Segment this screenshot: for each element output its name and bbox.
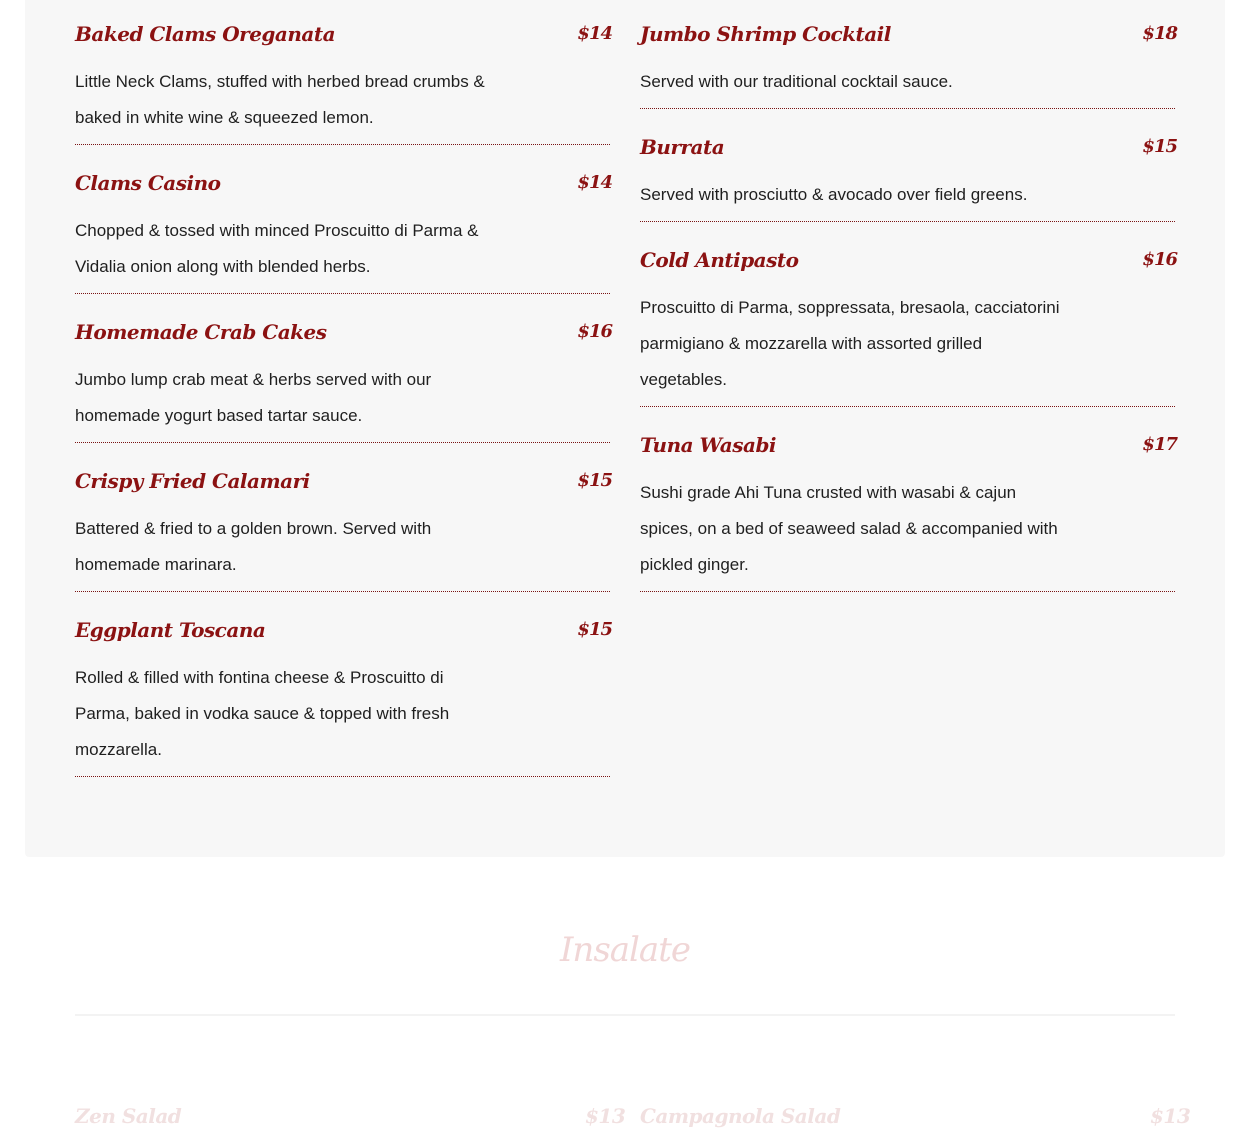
menu-item-price: $16 (577, 321, 612, 342)
menu-item (640, 407, 1175, 592)
menu-item-price: $15 (1142, 136, 1177, 157)
menu-item (640, 0, 1175, 109)
menu-item-name: Crispy Fried Calamari (75, 469, 310, 493)
menu-item (75, 592, 610, 777)
menu-item-description: Proscuitto di Parma, soppressata, bresaola, cacciatorini parmigiano & mozzarella with assorted grilled vegetables. (640, 298, 1060, 389)
section-divider (75, 1014, 1175, 1016)
menu-item-price: $17 (1142, 434, 1177, 455)
menu-item-name: Baked Clams Oreganata (75, 22, 336, 46)
menu-item-name: Tuna Wasabi (640, 433, 777, 457)
menu-item-price: $14 (577, 23, 612, 44)
menu-item-name: Jumbo Shrimp Cocktail (640, 22, 891, 46)
menu-column-right (640, 0, 1175, 592)
section-title-insalate: Insalate (560, 930, 690, 970)
menu-item-name: Clams Casino (75, 171, 221, 195)
menu-item-description: Battered & fried to a golden brown. Served with homemade marinara. (75, 519, 432, 574)
menu-item-name: Burrata (640, 135, 725, 159)
menu-item-header (75, 322, 610, 342)
menu-item-price: $13 (585, 1104, 626, 1128)
appetizer-menu-card (25, 0, 1225, 857)
menu-item-description: Jumbo lump crab meat & herbs served with our homemade yogurt based tartar sauce. (75, 370, 432, 425)
menu-item-header (640, 435, 1175, 455)
menu-item-header (75, 24, 610, 44)
menu-item-description: Served with prosciutto & avocado over field greens. (640, 185, 1028, 204)
menu-item-header (75, 620, 610, 640)
menu-item (75, 294, 610, 443)
menu-item-price: $13 (1150, 1104, 1191, 1128)
menu-item-name: Homemade Crab Cakes (75, 320, 327, 344)
menu-item-header (75, 173, 610, 193)
menu-item-description: Sushi grade Ahi Tuna crusted with wasabi & cajun spices, on a bed of seaweed salad & accompanied with pickled ginger. (640, 483, 1058, 574)
menu-item-header (75, 471, 610, 491)
menu-item (75, 443, 610, 592)
menu-item-description: Rolled & filled with fontina cheese & Proscuitto di Parma, baked in vodka sauce & topped with fresh mozzarella. (75, 668, 450, 759)
menu-item-name: Zen Salad (75, 1104, 182, 1128)
menu-item-header (640, 24, 1175, 44)
menu-item-name: Campagnola Salad (640, 1104, 841, 1128)
menu-item-price: $14 (577, 172, 612, 193)
menu-item (75, 145, 610, 294)
menu-item-description: Served with our traditional cocktail sauce. (640, 72, 953, 91)
menu-item-name: Eggplant Toscana (75, 618, 266, 642)
menu-item (640, 222, 1175, 407)
menu-item-price: $16 (1142, 249, 1177, 270)
menu-item-name: Cold Antipasto (640, 248, 799, 272)
menu-item (75, 0, 610, 145)
menu-item-description: Chopped & tossed with minced Proscuitto di Parma & Vidalia onion along with blended herbs. (75, 221, 479, 276)
menu-column-left (75, 0, 610, 777)
menu-item-price: $18 (1142, 23, 1177, 44)
menu-item-description: Little Neck Clams, stuffed with herbed bread crumbs & baked in white wine & squeezed lemon. (75, 72, 485, 127)
menu-item (640, 109, 1175, 222)
menu-item-header (640, 250, 1175, 270)
menu-item-price: $15 (577, 619, 612, 640)
menu-item-header (640, 137, 1175, 157)
menu-item-price: $15 (577, 470, 612, 491)
